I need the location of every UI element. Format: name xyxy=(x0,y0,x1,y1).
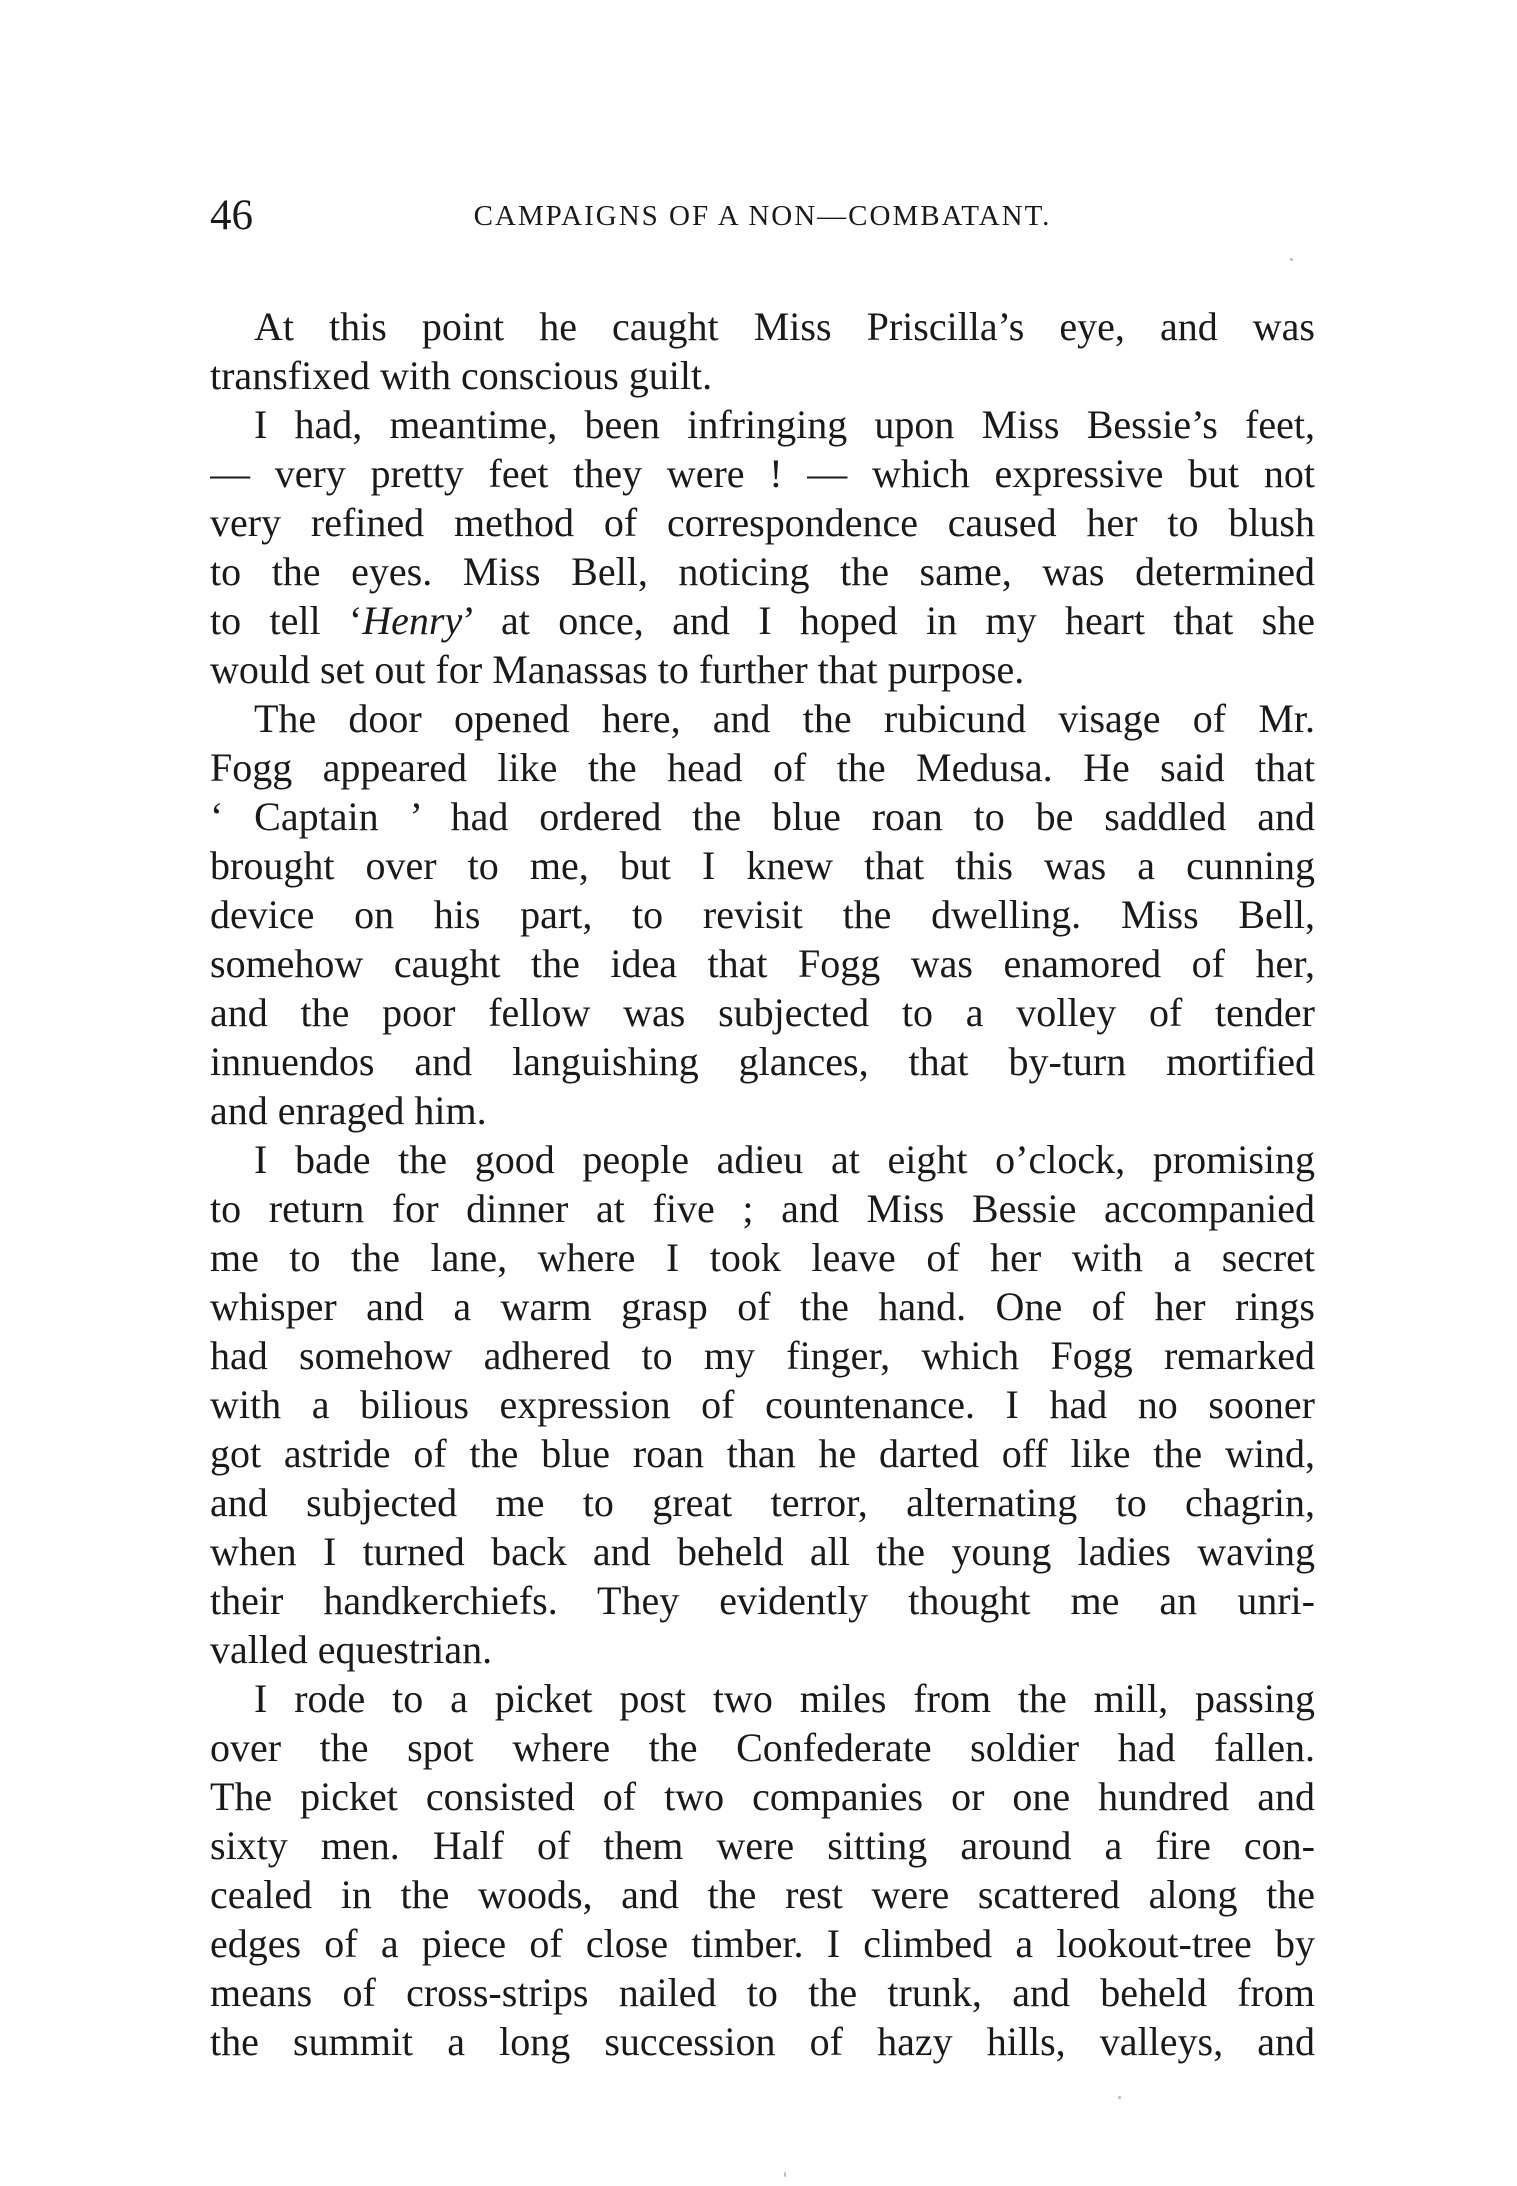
text-fragment: to tell ‘ xyxy=(210,598,363,643)
text-line: means of cross-strips nailed to the trunk, and beheld from xyxy=(210,1970,1315,2015)
text-line: — very pretty feet they were ! — which expressive but not xyxy=(210,451,1315,496)
text-line: valled equestrian. xyxy=(210,1627,493,1672)
text-line: I rode to a picket post two miles from the mill, passing xyxy=(254,1676,1315,1721)
text-line: when I turned back and beheld all the young ladies waving xyxy=(210,1529,1315,1574)
body-text xyxy=(210,302,1315,2066)
paragraph xyxy=(210,694,1315,1135)
paragraph xyxy=(210,302,1315,400)
text-line: device on his part, to revisit the dwelling. Miss Bell, xyxy=(210,892,1315,937)
text-line: somehow caught the idea that Fogg was enamored of her, xyxy=(210,941,1315,986)
text-line: and subjected me to great terror, alternating to chagrin, xyxy=(210,1480,1315,1525)
text-line-with-italic xyxy=(210,596,1315,645)
text-line: over the spot where the Confederate soldier had fallen. xyxy=(210,1725,1315,1770)
page-header xyxy=(210,186,1315,246)
text-line: At this point he caught Miss Priscilla’s eye, and was xyxy=(254,304,1315,349)
text-line: had somehow adhered to my finger, which Fogg remarked xyxy=(210,1333,1315,1378)
text-line: to the eyes. Miss Bell, noticing the same, was determined xyxy=(210,549,1315,594)
text-line: whisper and a warm grasp of the hand. One of her rings xyxy=(210,1284,1315,1329)
text-fragment: ’ at once, and I hoped in my heart that she xyxy=(462,598,1315,643)
text-line: me to the lane, where I took leave of her with a secret xyxy=(210,1235,1315,1280)
paper-speck xyxy=(1118,2096,1121,2099)
page-number: 46 xyxy=(210,192,253,239)
paper-speck xyxy=(784,2172,786,2177)
running-title: CAMPAIGNS OF A NON—COMBATANT. xyxy=(473,200,1052,232)
paragraph xyxy=(210,1135,1315,1674)
text-line: I had, meantime, been infringing upon Miss Bessie’s feet, xyxy=(254,402,1315,447)
text-line: innuendos and languishing glances, that by-turn mortified xyxy=(210,1039,1315,1084)
text-line: edges of a piece of close timber. I climbed a lookout-tree by xyxy=(210,1921,1315,1966)
text-line: The door opened here, and the rubicund visage of Mr. xyxy=(254,696,1315,741)
text-line: cealed in the woods, and the rest were scattered along the xyxy=(210,1872,1315,1917)
text-line: sixty men. Half of them were sitting around a fire con- xyxy=(210,1823,1315,1868)
text-line: The picket consisted of two companies or one hundred and xyxy=(210,1774,1315,1819)
paragraph xyxy=(210,400,1315,694)
text-line: with a bilious expression of countenance. I had no sooner xyxy=(210,1382,1315,1427)
text-line: and enraged him. xyxy=(210,1088,487,1133)
text-line: Fogg appeared like the head of the Medusa. He said that xyxy=(210,745,1315,790)
italic-name-henry: Henry xyxy=(362,598,463,643)
text-line: the summit a long succession of hazy hills, valleys, and xyxy=(210,2019,1315,2064)
paragraph xyxy=(210,1674,1315,2066)
text-line: transfixed with conscious guilt. xyxy=(210,353,713,398)
text-line: got astride of the blue roan than he darted off like the wind, xyxy=(210,1431,1315,1476)
text-line: brought over to me, but I knew that this was a cunning xyxy=(210,843,1315,888)
text-line: ‘ Captain ’ had ordered the blue roan to be saddled and xyxy=(210,794,1315,839)
text-line: I bade the good people adieu at eight o’clock, promising xyxy=(254,1137,1315,1182)
text-line: very refined method of correspondence caused her to blush xyxy=(210,500,1315,545)
text-line: and the poor fellow was subjected to a volley of tender xyxy=(210,990,1315,1035)
text-line: to return for dinner at five ; and Miss Bessie accompanied xyxy=(210,1186,1315,1231)
paper-speck xyxy=(1290,258,1293,261)
text-line: would set out for Manassas to further that purpose. xyxy=(210,647,1025,692)
text-line: their handkerchiefs. They evidently thought me an unri- xyxy=(210,1578,1315,1623)
